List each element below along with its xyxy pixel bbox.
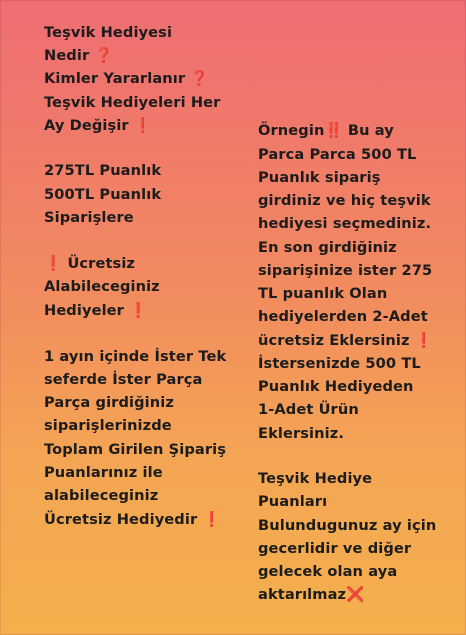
left-line-3: Kimler Yararlanır ❓ xyxy=(44,70,209,87)
left-line-8: Siparişlere xyxy=(44,209,134,226)
right-line-11: İstersenizde 500 TL xyxy=(258,355,421,372)
double-exclamation-icon: ‼️ xyxy=(324,122,343,139)
right-line-10: ücretsiz Eklersiniz ❗ xyxy=(258,332,434,349)
left-line-13: seferde İster Parça xyxy=(44,371,203,388)
exclamation-icon: ❗ xyxy=(133,117,153,134)
right-line-17: Bulundugunuz ay için xyxy=(258,517,437,534)
left-line-1: Teşvik Hediyesi xyxy=(44,24,173,41)
left-line-2: Nedir ❓ xyxy=(44,47,113,64)
left-line-18: alabileceginiz xyxy=(44,487,159,504)
left-line-10: Alabileceginiz xyxy=(44,278,160,295)
right-line-9: hediyelerden 2-Adet xyxy=(258,308,428,325)
exclamation-icon: ❗ xyxy=(129,302,148,319)
right-line-15: Teşvik Hediye xyxy=(258,470,373,487)
right-line-14: Eklersiniz. xyxy=(258,425,344,442)
left-line-11: Hediyeler ❗ xyxy=(44,302,148,319)
right-line-6: En son girdiğiniz xyxy=(258,239,397,256)
left-line-9: ❗ Ücretsiz xyxy=(44,255,136,272)
question-mark-icon: ❓ xyxy=(94,47,113,64)
right-line-4: girdiniz ve hiç teşvik xyxy=(258,192,431,209)
left-line-15: siparişlerinizde xyxy=(44,417,172,434)
left-line-12: 1 ayın içinde İster Tek xyxy=(44,348,227,365)
right-line-16: Puanları xyxy=(258,493,328,510)
cross-mark-icon: ❌ xyxy=(346,586,365,603)
right-line-1: Örnegin‼️ Bu ay xyxy=(258,122,394,139)
right-line-3: Puanlık sipariş xyxy=(258,169,381,186)
left-line-7: 500TL Puanlık xyxy=(44,186,162,203)
left-line-14: Parça girdiğiniz xyxy=(44,394,174,411)
right-line-5: hediyesi seçmediniz. xyxy=(258,215,432,232)
left-line-6: 275TL Puanlık xyxy=(44,162,162,179)
left-line-16: Toplam Girilen Şipariş xyxy=(44,441,227,458)
right-line-7: siparişinize ister 275 xyxy=(258,262,433,279)
question-mark-icon: ❓ xyxy=(190,70,209,87)
left-line-19: Ücretsiz Hediyedir ❗ xyxy=(44,511,221,528)
exclamation-icon: ❗ xyxy=(202,511,221,528)
right-line-19: gelecek olan aya xyxy=(258,563,398,580)
right-line-20: aktarılmaz❌ xyxy=(258,586,365,603)
left-line-4: Teşvik Hediyeleri Her xyxy=(44,94,221,111)
left-line-5: Ay Değişir ❗ xyxy=(44,117,153,134)
right-line-8: TL puanlık Olan xyxy=(258,285,388,302)
exclamation-icon: ❗ xyxy=(414,332,434,349)
right-line-13: 1-Adet Ürün xyxy=(258,401,359,418)
exclamation-icon: ❗ xyxy=(44,255,63,272)
left-line-17: Puanlarınız ile xyxy=(44,464,163,481)
right-line-18: gecerlidir ve diğer xyxy=(258,540,412,557)
right-line-2: Parca Parca 500 TL xyxy=(258,146,417,163)
right-line-12: Puanlık Hediyeden xyxy=(258,378,414,395)
